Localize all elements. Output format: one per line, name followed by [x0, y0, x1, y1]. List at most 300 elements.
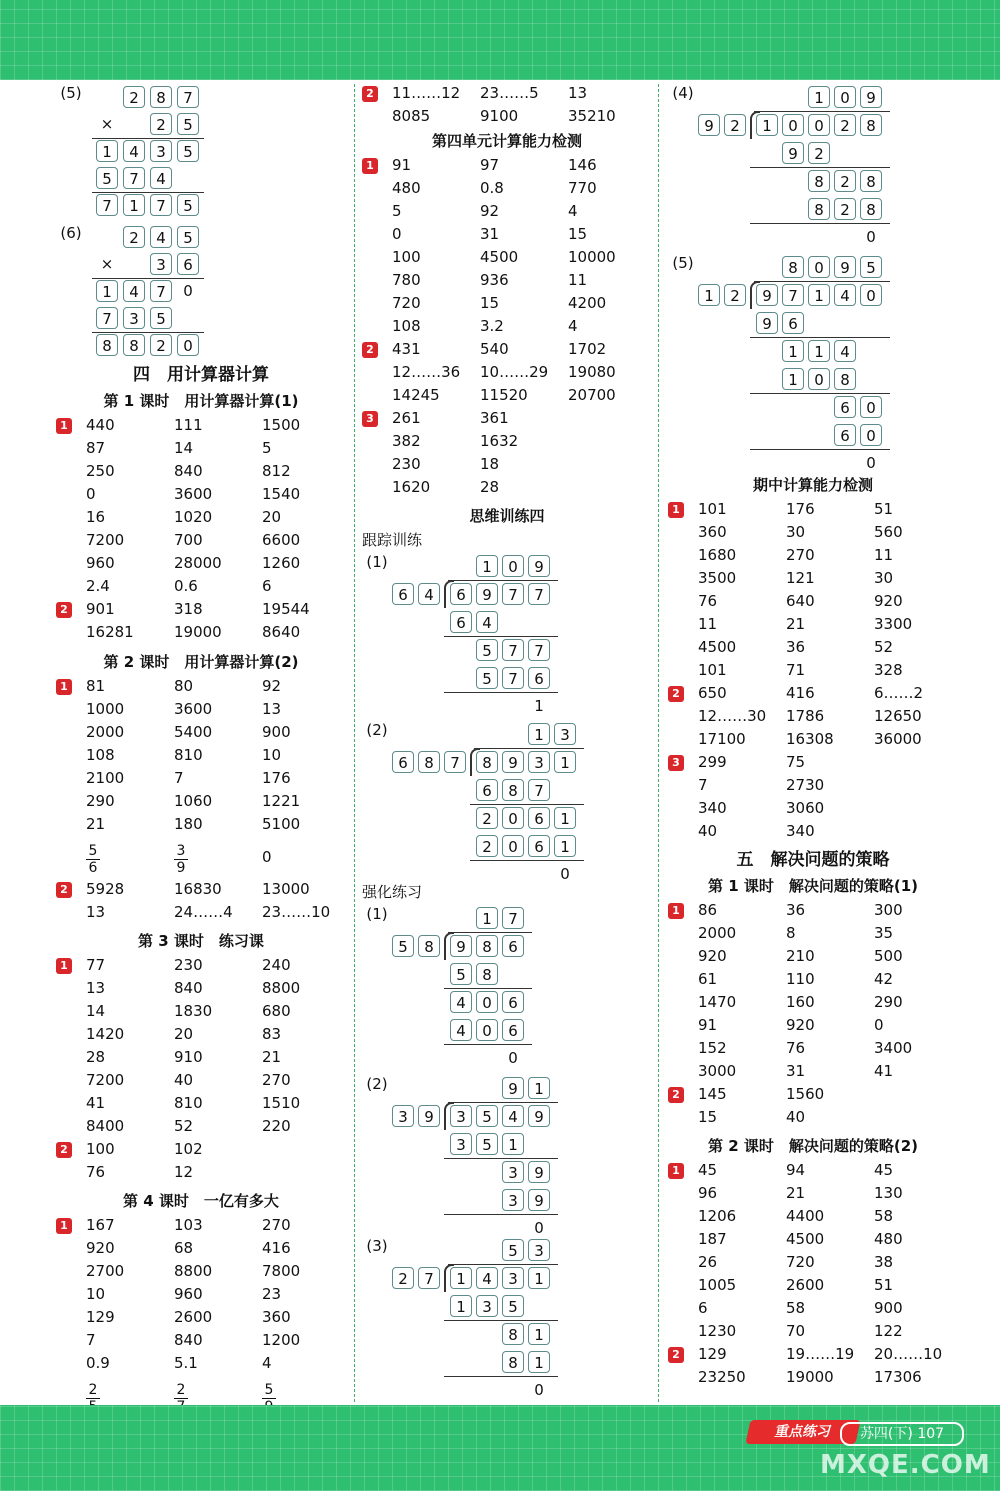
answer-value: 12……30: [698, 707, 767, 725]
problem-label: (6): [60, 224, 82, 242]
digit-cell: 7: [444, 751, 466, 773]
answer-value: 129: [86, 1308, 115, 1326]
digit-cell: 8: [860, 198, 882, 220]
answer-value: 10000: [568, 248, 616, 266]
column-1: [56, 82, 346, 1400]
answer-row: [362, 82, 652, 105]
answer-row: [56, 1069, 346, 1092]
digit-cell: 1: [782, 340, 804, 362]
answer-value: 11520: [480, 386, 528, 404]
answer-value: 270: [786, 546, 815, 564]
answer-value: 61: [698, 970, 718, 988]
digit-cell: 3: [450, 1105, 472, 1127]
answer-value: 810: [174, 746, 203, 764]
digit-cell: 6: [502, 935, 524, 957]
fraction: 2: [174, 1383, 188, 1414]
digit-cell: 9: [860, 86, 882, 108]
answer-block: [56, 878, 346, 924]
answer-value: 13: [568, 84, 588, 102]
digit-cell: 0: [476, 1019, 498, 1041]
rule-line: [448, 1102, 558, 1103]
answer-row: [362, 476, 652, 499]
answer-row: [668, 922, 958, 945]
question-number-badge: 2: [668, 1347, 684, 1363]
column-3: [668, 82, 958, 1400]
answer-value: 540: [480, 340, 509, 358]
answer-value: 7: [174, 769, 184, 787]
answer-value: 6……2: [874, 684, 924, 702]
answer-value: 382: [392, 432, 421, 450]
answer-value: 68: [174, 1239, 194, 1257]
answer-row: [362, 269, 652, 292]
answer-value: 7: [698, 776, 708, 794]
answer-value: 4500: [480, 248, 519, 266]
answer-row: [668, 705, 958, 728]
digit-cell: 4: [123, 280, 145, 302]
digit-cell: 8: [860, 170, 882, 192]
answer-value: 92: [262, 677, 282, 695]
digit-cell: 3: [392, 1105, 414, 1127]
answer-value: 6: [262, 577, 272, 595]
answer-value: 21: [786, 615, 806, 633]
problem-label: (5): [60, 84, 82, 102]
answer-value: 4: [262, 1354, 272, 1372]
answer-value: 31: [786, 1062, 806, 1080]
digit-cell: 2: [476, 835, 498, 857]
answer-value: 14245: [392, 386, 440, 404]
answer-value: 2700: [86, 1262, 125, 1280]
answer-row: [668, 1205, 958, 1228]
answer-value: 1470: [698, 993, 737, 1011]
answer-value: 51: [874, 500, 894, 518]
answer-row: [362, 200, 652, 223]
answer-value: 5400: [174, 723, 213, 741]
answer-value: 20: [174, 1025, 194, 1043]
answer-value: 901: [86, 600, 115, 618]
answer-row: [668, 544, 958, 567]
digit-cell: 5: [177, 113, 199, 135]
question-number-badge: 1: [56, 958, 72, 974]
answer-row: [362, 430, 652, 453]
column-divider: [354, 84, 355, 1402]
answer-row: [56, 721, 346, 744]
answer-value: 3600: [174, 485, 213, 503]
digit-cell: 1: [808, 284, 830, 306]
answer-value: 92: [480, 202, 500, 220]
brand-logo: 重点练习: [745, 1420, 860, 1444]
answer-value: 7800: [262, 1262, 301, 1280]
answer-row: [668, 968, 958, 991]
answer-value: 3600: [174, 700, 213, 718]
digit-cell: 0: [502, 807, 524, 829]
answer-row: [56, 529, 346, 552]
answer-row: [56, 1000, 346, 1023]
question-number-badge: 1: [668, 1163, 684, 1179]
answer-value: 40: [786, 1108, 806, 1126]
digit-cell: 0: [808, 368, 830, 390]
answer-value: 121: [786, 569, 815, 587]
answer-value: 28: [86, 1048, 106, 1066]
answer-value: 936: [480, 271, 509, 289]
digit-cell: 4: [834, 284, 856, 306]
digit-cell: 2: [834, 170, 856, 192]
fraction: $\frac{5}{6}$: [86, 844, 100, 875]
digit-cell: ×: [100, 115, 114, 133]
rule-line: [750, 393, 890, 394]
digit-cell: 1: [476, 907, 498, 929]
answer-row: [56, 1329, 346, 1352]
answer-value: 58: [786, 1299, 806, 1317]
digit-cell: 4: [150, 226, 172, 248]
question-number-badge: 1: [362, 158, 378, 174]
digit-cell: 5: [476, 667, 498, 689]
answer-value: 41: [874, 1062, 894, 1080]
digit-cell: 3: [502, 1267, 524, 1289]
answer-row: [668, 774, 958, 797]
lesson-title: 第 2 课时 解决问题的策略(2): [707, 1137, 919, 1155]
digit-cell: 5: [177, 140, 199, 162]
answer-row: [56, 1161, 346, 1184]
digit-cell: 7: [502, 583, 524, 605]
answer-row: [668, 1320, 958, 1343]
answer-row: [668, 899, 958, 922]
digit-cell: 7: [96, 307, 118, 329]
answer-value: 5100: [262, 815, 301, 833]
digit-cell: 7: [502, 907, 524, 929]
rule-line: [444, 636, 558, 637]
answer-value: 40: [698, 822, 718, 840]
answer-row: [56, 1092, 346, 1115]
answer-value: 0.6: [174, 577, 198, 595]
answer-value: 130: [874, 1184, 903, 1202]
answer-row: [668, 1274, 958, 1297]
answer-value: 299: [698, 753, 727, 771]
digit-cell: 2: [724, 284, 746, 306]
answer-value: 100: [86, 1140, 115, 1158]
digit-cell: 2: [392, 1267, 414, 1289]
problem-label: (1): [366, 905, 388, 923]
section-title: 思维训练四: [469, 507, 545, 525]
answer-value: 12……36: [392, 363, 461, 381]
answer-value: 167: [86, 1216, 115, 1234]
answer-value: 1510: [262, 1094, 301, 1112]
answer-value: 360: [698, 523, 727, 541]
remainder: 1: [534, 697, 544, 715]
answer-value: 81: [86, 677, 106, 695]
answer-value: 23……5: [480, 84, 539, 102]
answer-value: 91: [698, 1016, 718, 1034]
answer-block: [668, 1159, 958, 1389]
digit-cell: 0: [177, 334, 199, 356]
answer-row: [668, 751, 958, 774]
answer-value: 220: [262, 1117, 291, 1135]
digit-cell: 8: [834, 368, 856, 390]
digit-cell: 9: [502, 1077, 524, 1099]
digit-cell: 7: [150, 280, 172, 302]
answer-row: [668, 1182, 958, 1205]
answer-row: [668, 498, 958, 521]
watermark: MXQE.COM: [820, 1450, 991, 1480]
answer-value: 840: [174, 979, 203, 997]
answer-row: [362, 407, 652, 430]
digit-cell: 6: [476, 779, 498, 801]
answer-row: [668, 567, 958, 590]
fraction-row: $\frac{5}{6}$ $\frac{3}{9}$ 0: [56, 836, 346, 878]
answer-value: 30: [874, 569, 894, 587]
answer-value: 80: [174, 677, 194, 695]
answer-value: 920: [698, 947, 727, 965]
answer-value: 1000: [86, 700, 125, 718]
answer-value: 270: [262, 1071, 291, 1089]
answer-value: 21: [86, 815, 106, 833]
digit-cell: 0: [502, 835, 524, 857]
answer-block: [56, 675, 346, 836]
answer-row: [668, 1343, 958, 1366]
digit-cell: 9: [698, 114, 720, 136]
digit-cell: 4: [502, 1105, 524, 1127]
answer-value: 11: [874, 546, 894, 564]
answer-value: 110: [786, 970, 815, 988]
answer-value: 3300: [874, 615, 913, 633]
answer-value: 160: [786, 993, 815, 1011]
rule-line: [92, 138, 204, 139]
answer-value: 560: [874, 523, 903, 541]
answer-row: [362, 315, 652, 338]
answer-value: 10……29: [480, 363, 549, 381]
answer-row: [56, 1237, 346, 1260]
digit-cell: 1: [554, 807, 576, 829]
answer-value: 23……10: [262, 903, 331, 921]
unit-title: 四 用计算器计算: [133, 365, 269, 385]
answer-value: 11……12: [392, 84, 461, 102]
answer-value: 360: [262, 1308, 291, 1326]
answer-row: [668, 1083, 958, 1106]
digit-cell: 0: [860, 396, 882, 418]
answer-value: 176: [262, 769, 291, 787]
answer-row: [56, 977, 346, 1000]
answer-value: 680: [262, 1002, 291, 1020]
question-number-badge: 1: [56, 1218, 72, 1234]
rule-line: [92, 192, 204, 193]
answer-value: 2.4: [86, 577, 110, 595]
answer-value: 3400: [874, 1039, 913, 1057]
rule-line: [750, 449, 890, 450]
digit-cell: 3: [476, 1295, 498, 1317]
answer-value: 21: [262, 1048, 282, 1066]
answer-value: 416: [786, 684, 815, 702]
digit-cell: 8: [418, 751, 440, 773]
answer-value: 5: [392, 202, 402, 220]
digit-cell: 1: [528, 1323, 550, 1345]
digit-cell: 6: [782, 312, 804, 334]
digit-cell: 5: [177, 194, 199, 216]
answer-value: 1632: [480, 432, 519, 450]
answer-value: 4500: [698, 638, 737, 656]
digit-cell: 0: [860, 424, 882, 446]
answer-value: 96: [698, 1184, 718, 1202]
answer-value: 87: [86, 439, 106, 457]
answer-value: 1500: [262, 416, 301, 434]
answer-row: [56, 437, 346, 460]
digit-cell: 0: [476, 991, 498, 1013]
digit-cell: 9: [502, 751, 524, 773]
answer-row: [362, 177, 652, 200]
answer-value: 7200: [86, 1071, 125, 1089]
answer-value: 16281: [86, 623, 134, 641]
remainder: 0: [560, 865, 570, 883]
digit-cell: 5: [150, 307, 172, 329]
answer-value: 70: [786, 1322, 806, 1340]
answer-value: 2000: [698, 924, 737, 942]
answer-row: [362, 292, 652, 315]
answer-value: 38: [874, 1253, 894, 1271]
long-division: [362, 1073, 652, 1235]
answer-row: [56, 621, 346, 644]
digit-cell: 8: [96, 334, 118, 356]
answer-value: 23250: [698, 1368, 746, 1386]
answer-value: 650: [698, 684, 727, 702]
answer-value: 1020: [174, 508, 213, 526]
answer-value: 51: [874, 1276, 894, 1294]
answer-value: 920: [786, 1016, 815, 1034]
answer-row: [668, 1014, 958, 1037]
answer-value: 480: [392, 179, 421, 197]
answer-value: 102: [174, 1140, 203, 1158]
digit-cell: 1: [782, 368, 804, 390]
long-division: [668, 82, 958, 252]
answer-value: 4400: [786, 1207, 825, 1225]
rule-line: [444, 1376, 558, 1377]
digit-cell: 6: [392, 751, 414, 773]
digit-cell: 6: [502, 1019, 524, 1041]
digit-cell: 1: [123, 194, 145, 216]
answer-value: 261: [392, 409, 421, 427]
digit-cell: 8: [476, 963, 498, 985]
answer-value: 431: [392, 340, 421, 358]
answer-value: 920: [86, 1239, 115, 1257]
answer-row: [56, 901, 346, 924]
answer-row: [56, 598, 346, 621]
answer-row: [56, 767, 346, 790]
digit-cell: 0: [183, 282, 193, 300]
digit-cell: 0: [860, 284, 882, 306]
answer-value: 100: [392, 248, 421, 266]
answer-value: 0: [874, 1016, 884, 1034]
digit-cell: 0: [502, 555, 524, 577]
answer-value: 0: [86, 485, 96, 503]
problem-label: (3): [366, 1237, 388, 1255]
digit-cell: 2: [724, 114, 746, 136]
answer-value: 17100: [698, 730, 746, 748]
answer-value: 720: [392, 294, 421, 312]
answer-value: 318: [174, 600, 203, 618]
digit-cell: 7: [123, 167, 145, 189]
answer-value: 2600: [174, 1308, 213, 1326]
answer-value: 4200: [568, 294, 607, 312]
digit-cell: 1: [96, 140, 118, 162]
subsection-label: 跟踪训练: [362, 531, 423, 549]
digit-cell: 4: [150, 167, 172, 189]
section-title: 期中计算能力检测: [752, 476, 873, 494]
answer-value: 9100: [480, 107, 519, 125]
answer-value: 111: [174, 416, 203, 434]
answer-row: [56, 460, 346, 483]
rule-line: [92, 278, 204, 279]
answer-value: 31: [480, 225, 500, 243]
answer-value: 500: [874, 947, 903, 965]
answer-value: 416: [262, 1239, 291, 1257]
answer-row: [56, 1214, 346, 1237]
digit-cell: 1: [96, 280, 118, 302]
digit-cell: 2: [150, 334, 172, 356]
answer-row: [56, 878, 346, 901]
digit-cell: 9: [756, 312, 778, 334]
answer-row: [56, 813, 346, 836]
answer-value: 2730: [786, 776, 825, 794]
answer-row: [668, 728, 958, 751]
answer-value: 230: [174, 956, 203, 974]
digit-cell: 7: [502, 639, 524, 661]
fraction: 5: [262, 1383, 276, 1414]
answer-value: 1060: [174, 792, 213, 810]
digit-cell: 8: [808, 170, 830, 192]
digit-cell: 0: [782, 114, 804, 136]
digit-cell: 5: [476, 1105, 498, 1127]
digit-cell: 5: [502, 1295, 524, 1317]
digit-cell: 6: [834, 424, 856, 446]
question-number-badge: 3: [362, 411, 378, 427]
answer-value: 0.9: [86, 1354, 110, 1372]
answer-value: 340: [786, 822, 815, 840]
answer-value: 230: [392, 455, 421, 473]
answer-value: 91: [392, 156, 412, 174]
rule-line: [448, 580, 558, 581]
answer-value: 5: [262, 439, 272, 457]
answer-value: 1230: [698, 1322, 737, 1340]
digit-cell: 9: [756, 284, 778, 306]
answer-row: [668, 797, 958, 820]
long-division: [362, 551, 652, 719]
answer-value: 4500: [786, 1230, 825, 1248]
remainder: 0: [534, 1381, 544, 1399]
answer-value: 0.8: [480, 179, 504, 197]
digit-cell: 4: [476, 611, 498, 633]
question-number-badge: 2: [362, 86, 378, 102]
answer-value: 780: [392, 271, 421, 289]
digit-cell: 9: [528, 555, 550, 577]
unit-title: 五 解决问题的策略: [736, 850, 890, 870]
answer-value: 440: [86, 416, 115, 434]
digit-cell: 1: [554, 751, 576, 773]
answer-value: 3060: [786, 799, 825, 817]
answer-value: 71: [786, 661, 806, 679]
page-badge: 苏四(下) 107: [840, 1422, 964, 1446]
answer-value: 12650: [874, 707, 922, 725]
answer-value: 5.1: [174, 1354, 198, 1372]
column-divider: [658, 84, 659, 1402]
answer-row: [668, 1037, 958, 1060]
answer-value: 145: [698, 1085, 727, 1103]
digit-cell: 1: [528, 723, 550, 745]
digit-cell: 8: [502, 1351, 524, 1373]
answer-value: 83: [262, 1025, 282, 1043]
answer-row: [668, 1366, 958, 1389]
answer-value: 11: [698, 615, 718, 633]
answer-value: 180: [174, 815, 203, 833]
answer-value: 300: [874, 901, 903, 919]
answer-value: 76: [698, 592, 718, 610]
rule-line: [470, 860, 584, 861]
